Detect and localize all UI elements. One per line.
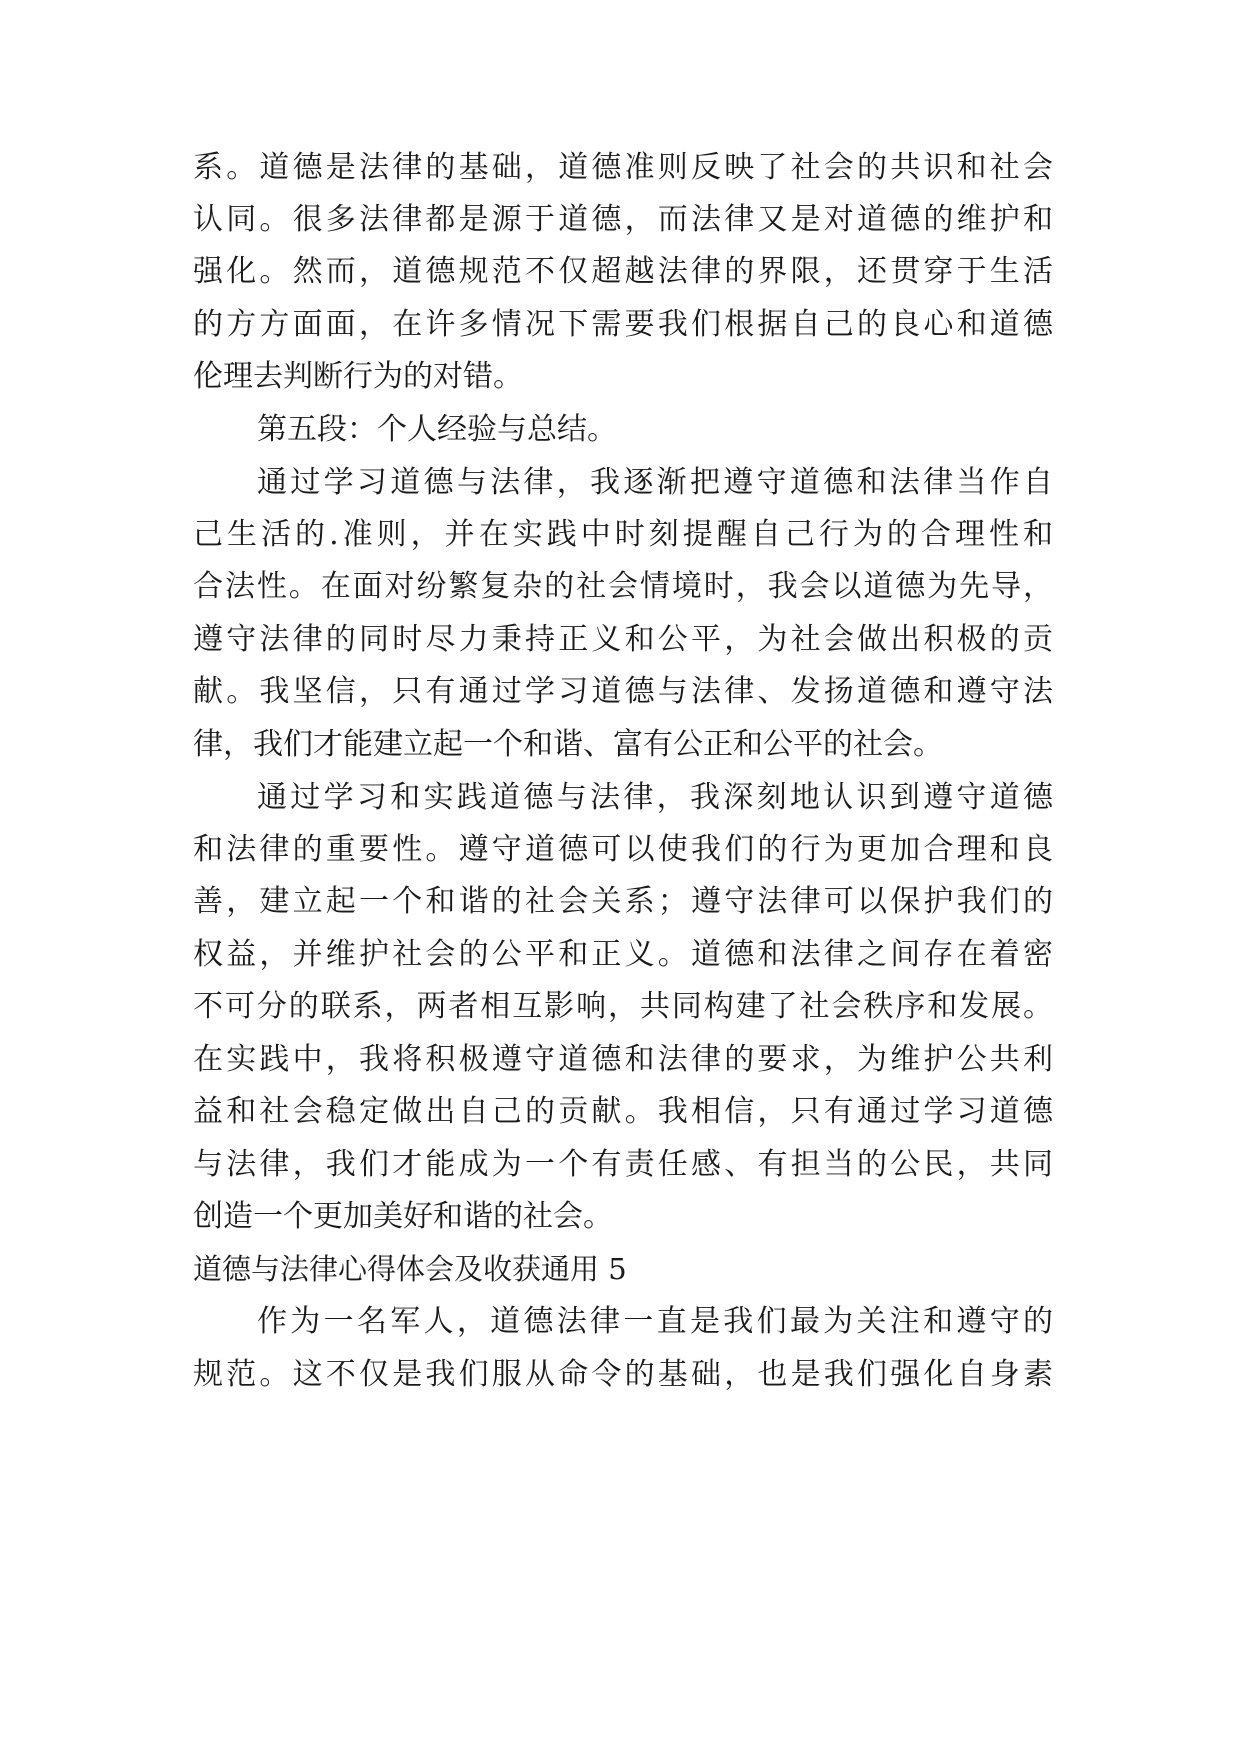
paragraph-line: 规范。这不仅是我们服从命令的基础，也是我们强化自身素	[193, 1357, 1053, 1392]
paragraph-line: 强化。然而，道德规范不仅超越法律的界限，还贯穿于生活	[193, 254, 1053, 289]
paragraph-line: 和法律的重要性。遵守道德可以使我们的行为更加合理和良	[193, 832, 1053, 867]
paragraph-line: 权益，并维护社会的公平和正义。道德和法律之间存在着密	[193, 937, 1053, 972]
paragraph-line: 不可分的联系，两者相互影响，共同构建了社会秩序和发展。	[193, 989, 1053, 1024]
paragraph-line: 在实践中，我将积极遵守道德和法律的要求，为维护公共利	[193, 1042, 1053, 1077]
section-heading: 第五段：个人经验与总结。	[257, 412, 617, 447]
paragraph-line: 合法性。在面对纷繁复杂的社会情境时，我会以道德为先导，	[193, 569, 1053, 604]
paragraph-line: 献。我坚信，只有通过学习道德与法律、发扬道德和遵守法	[193, 674, 1053, 709]
paragraph-line: 己生活的.准则，并在实践中时刻提醒自己行为的合理性和	[193, 517, 1053, 552]
paragraph-line: 的方方面面，在许多情况下需要我们根据自己的良心和道德	[193, 307, 1053, 342]
paragraph-line: 通过学习道德与法律，我逐渐把遵守道德和法律当作自	[257, 465, 1053, 500]
paragraph-line: 通过学习和实践道德与法律，我深刻地认识到遵守道德	[257, 780, 1053, 815]
paragraph-line: 认同。很多法律都是源于道德，而法律又是对道德的维护和	[193, 202, 1053, 237]
paragraph-line: 律，我们才能建立起一个和谐、富有公正和公平的社会。	[193, 727, 943, 762]
paragraph-line: 遵守法律的同时尽力秉持正义和公平，为社会做出积极的贡	[193, 622, 1053, 657]
paragraph-line: 善，建立起一个和谐的社会关系；遵守法律可以保护我们的	[193, 884, 1053, 919]
paragraph-line: 伦理去判断行为的对错。	[193, 359, 523, 394]
paragraph-line: 益和社会稳定做出自己的贡献。我相信，只有通过学习道德	[193, 1094, 1053, 1129]
paragraph-line: 作为一名军人，道德法律一直是我们最为关注和遵守的	[257, 1304, 1053, 1339]
paragraph-line: 与法律，我们才能成为一个有责任感、有担当的公民，共同	[193, 1147, 1053, 1182]
paragraph-line: 创造一个更加美好和谐的社会。	[193, 1199, 613, 1234]
article-title: 道德与法律心得体会及收获通用 5	[193, 1252, 627, 1286]
paragraph-line: 系。道德是法律的基础，道德准则反映了社会的共识和社会	[193, 150, 1053, 185]
